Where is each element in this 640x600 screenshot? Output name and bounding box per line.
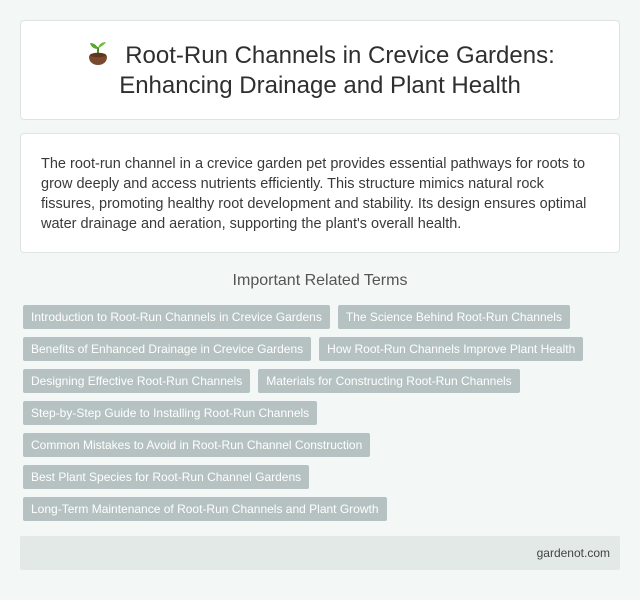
page-title bbox=[40, 40, 600, 101]
title-card bbox=[20, 20, 620, 120]
related-term-tag[interactable]: Materials for Constructing Root-Run Channels bbox=[258, 369, 519, 393]
description-text: The root-run channel in a crevice garden pet provides essential pathways for roots to grow deeply and access nutrients efficiently. This structure mimics natural rock fissures, promoting healthy root development and stability. Its design ensures optimal water drainage and aeration, supporting the plant's overall health. bbox=[41, 156, 587, 232]
related-term-tag[interactable]: Introduction to Root-Run Channels in Crevice Gardens bbox=[23, 305, 330, 329]
sprout-icon bbox=[85, 40, 111, 66]
related-term-tag[interactable]: Common Mistakes to Avoid in Root-Run Channel Construction bbox=[23, 433, 370, 457]
related-term-tag[interactable]: How Root-Run Channels Improve Plant Health bbox=[319, 337, 583, 361]
related-term-tag[interactable]: Step-by-Step Guide to Installing Root-Run Channels bbox=[23, 401, 317, 425]
related-term-tag[interactable]: Designing Effective Root-Run Channels bbox=[23, 369, 250, 393]
related-term-tag[interactable]: Best Plant Species for Root-Run Channel Gardens bbox=[23, 465, 309, 489]
related-term-tag[interactable]: The Science Behind Root-Run Channels bbox=[338, 305, 570, 329]
related-term-tag[interactable]: Benefits of Enhanced Drainage in Crevice Gardens bbox=[23, 337, 311, 361]
related-terms-list bbox=[23, 305, 603, 529]
related-terms-heading: Important Related Terms bbox=[232, 272, 408, 289]
page-title-text: Root-Run Channels in Crevice Gardens: Enhancing Drainage and Plant Health bbox=[119, 41, 555, 99]
related-term-tag[interactable]: Long-Term Maintenance of Root-Run Channels and Plant Growth bbox=[23, 497, 387, 521]
footer-site-link[interactable]: gardenot.com bbox=[536, 546, 610, 560]
description-card bbox=[20, 133, 620, 253]
footer bbox=[20, 536, 620, 570]
